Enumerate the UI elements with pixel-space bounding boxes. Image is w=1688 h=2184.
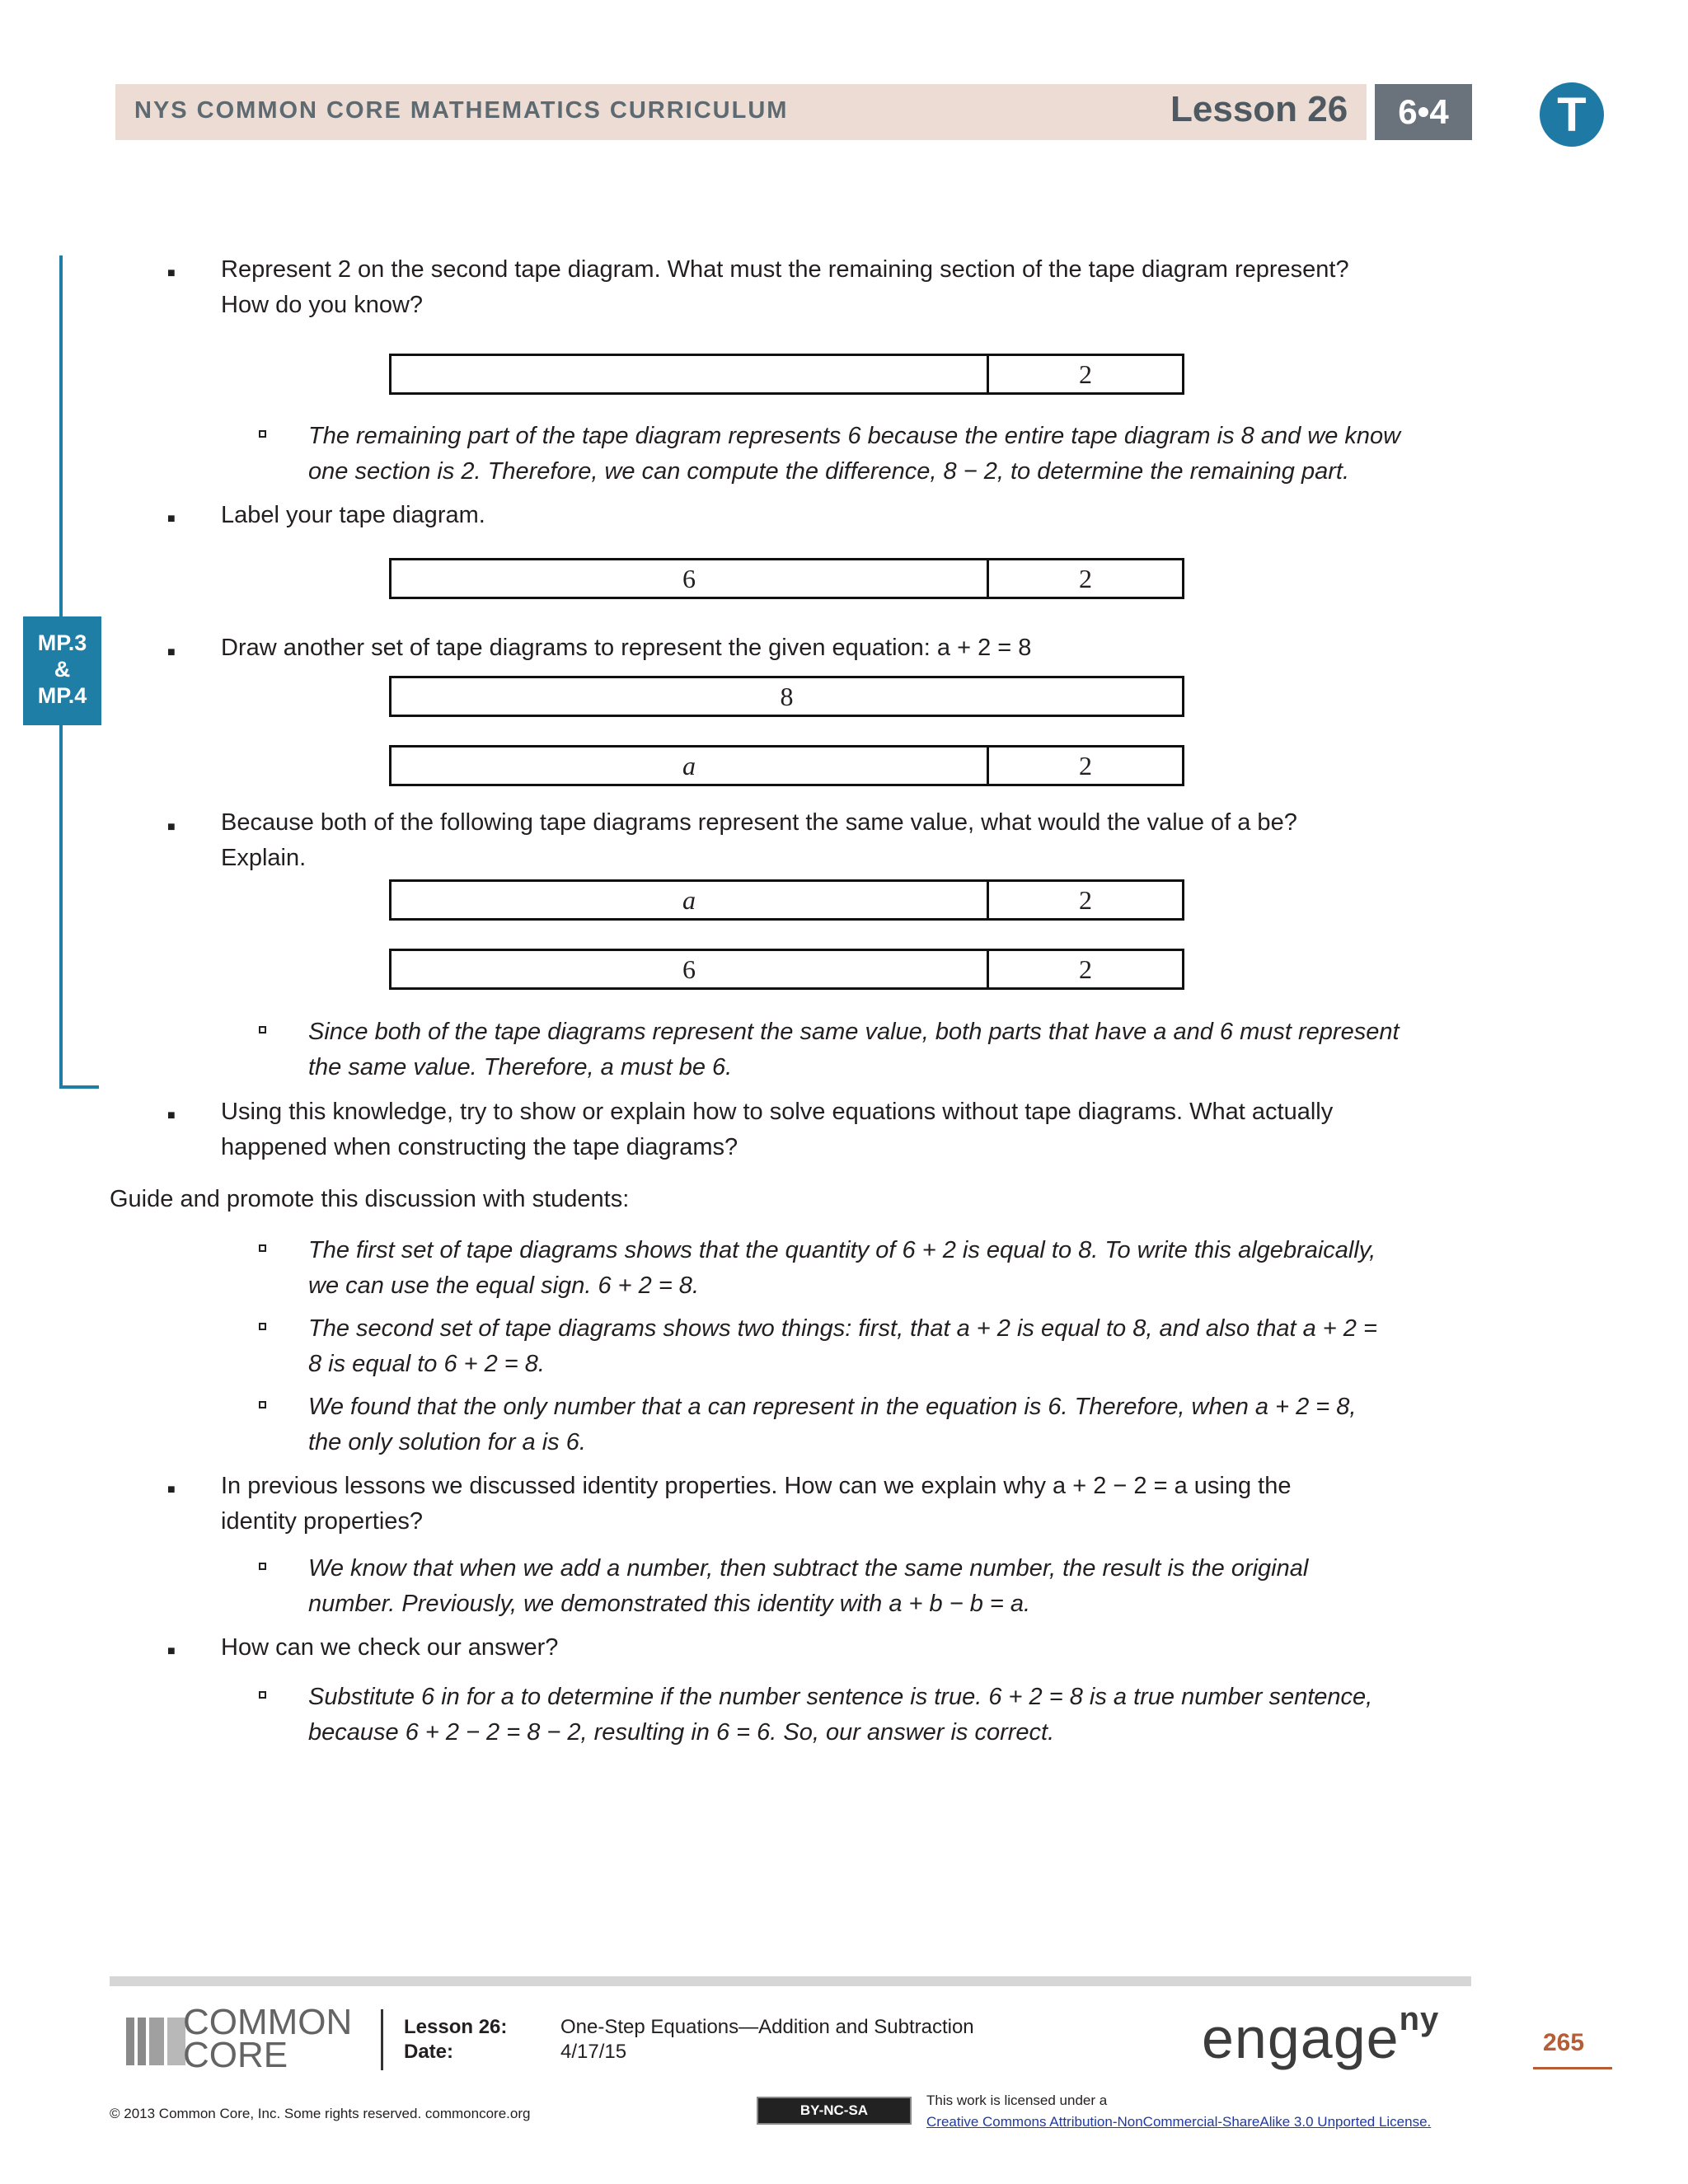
answer-5b-line2: 8 is equal to 6 + 2 = 8. bbox=[308, 1351, 545, 1377]
grade-module-badge: 6•4 bbox=[1375, 84, 1472, 140]
footer-lesson-label: Lesson 26: bbox=[404, 2016, 508, 2038]
ny-word: ny bbox=[1399, 2001, 1440, 2037]
answer-5a-line1: The first set of tape diagrams shows that the quantity of 6 + 2 is equal to 8. To write this algebraically, bbox=[308, 1237, 1376, 1263]
sub-bullet-icon bbox=[259, 1691, 266, 1699]
question-5-line1: Using this knowledge, try to show or explain how to solve equations without tape diagrams. What actually bbox=[221, 1099, 1334, 1125]
tape-diagram-6 bbox=[389, 949, 1184, 990]
mp-tag-line: MP.3 bbox=[37, 630, 87, 655]
question-1-line1: Represent 2 on the second tape diagram. What must the remaining section of the tape diagram represent? bbox=[221, 256, 1349, 283]
license-link[interactable]: Creative Commons Attribution-NonCommercial-ShareAlike 3.0 Unported License. bbox=[926, 2114, 1432, 2130]
question-4-line2: Explain. bbox=[221, 845, 307, 871]
bullet-icon: ■ bbox=[167, 512, 176, 526]
engage-word: engage bbox=[1202, 2006, 1400, 2070]
question-3: Draw another set of tape diagrams to represent the given equation: a + 2 = 8 bbox=[221, 635, 1032, 661]
tape-cell: 2 bbox=[987, 951, 1182, 987]
answer-5c-line1: We found that the only number that a can represent in the equation is 6. Therefore, when a + 2 = 8, bbox=[308, 1394, 1357, 1420]
mp-tag-line: & bbox=[54, 657, 71, 682]
question-4-line1: Because both of the following tape diagrams represent the same value, what would the value of a be? bbox=[221, 809, 1297, 836]
guide-text: Guide and promote this discussion with students: bbox=[110, 1186, 630, 1212]
footer-rule bbox=[110, 1976, 1471, 1986]
answer-5a-line2: we can use the equal sign. 6 + 2 = 8. bbox=[308, 1272, 699, 1299]
tape-cell: 8 bbox=[780, 681, 794, 711]
footer-date-label: Date: bbox=[404, 2041, 454, 2063]
footer-date: 4/17/15 bbox=[560, 2041, 627, 2063]
question-7: How can we check our answer? bbox=[221, 1634, 559, 1661]
page-number-underline bbox=[1533, 2067, 1612, 2069]
tape-cell: 2 bbox=[987, 560, 1182, 597]
bullet-icon: ■ bbox=[167, 1483, 176, 1497]
question-2: Label your tape diagram. bbox=[221, 502, 485, 528]
tape-diagram-2 bbox=[389, 558, 1184, 599]
question-1-line2: How do you know? bbox=[221, 292, 424, 318]
tape-cell: 2 bbox=[987, 356, 1182, 392]
tape-cell: a bbox=[682, 750, 696, 780]
curriculum-title: NYS COMMON CORE MATHEMATICS CURRICULUM bbox=[134, 97, 789, 124]
answer-5b-line1: The second set of tape diagrams shows two things: first, that a + 2 is equal to 8, and also that a + 2 = bbox=[308, 1315, 1377, 1342]
logo-word: CORE bbox=[183, 2035, 288, 2075]
tape-cell: 2 bbox=[987, 748, 1182, 784]
sub-bullet-icon bbox=[259, 430, 266, 438]
answer-5c-line2: the only solution for a is 6. bbox=[308, 1429, 586, 1455]
sidebar-bracket-foot bbox=[59, 1085, 99, 1089]
copyright-text: © 2013 Common Core, Inc. Some rights reserved. commoncore.org bbox=[110, 2106, 531, 2121]
answer-4-line1: Since both of the tape diagrams represent the same value, both parts that have a and 6 must represent bbox=[308, 1019, 1400, 1045]
tape-diagram-1 bbox=[389, 354, 1184, 395]
tape-diagram-5 bbox=[389, 879, 1184, 921]
sub-bullet-icon bbox=[259, 1026, 266, 1033]
footer-lesson-title: One-Step Equations—Addition and Subtraction bbox=[560, 2016, 974, 2038]
bullet-icon: ■ bbox=[167, 645, 176, 659]
question-5-line2: happened when constructing the tape diagrams? bbox=[221, 1134, 738, 1160]
mp-tag-line: MP.4 bbox=[37, 683, 87, 708]
sub-bullet-icon bbox=[259, 1401, 266, 1408]
page-number: 265 bbox=[1543, 2029, 1585, 2056]
tape-cell: a bbox=[682, 884, 696, 915]
logo-word: COMMON bbox=[183, 2002, 353, 2042]
bullet-icon: ■ bbox=[167, 1644, 176, 1658]
answer-1-line2: one section is 2. Therefore, we can compute the difference, 8 − 2, to determine the remaining part. bbox=[308, 458, 1350, 485]
footer-separator bbox=[381, 2009, 383, 2070]
tape-diagram-3 bbox=[389, 676, 1184, 717]
tape-cell: 6 bbox=[682, 954, 696, 984]
question-6-line2: identity properties? bbox=[221, 1508, 424, 1535]
cc-license-badge: BY-NC-SA bbox=[757, 2097, 912, 2125]
engageny-logo bbox=[1202, 2001, 1439, 2071]
teacher-badge: T bbox=[1540, 82, 1604, 147]
license-text: This work is licensed under a bbox=[926, 2093, 1108, 2108]
answer-6-line2: number. Previously, we demonstrated this identity with a + b − b = a. bbox=[308, 1591, 1031, 1617]
mp-tag bbox=[23, 616, 101, 725]
tape-cell bbox=[392, 356, 987, 392]
answer-7-line1: Substitute 6 in for a to determine if the number sentence is true. 6 + 2 = 8 is a true number sentence, bbox=[308, 1684, 1373, 1710]
tape-cell: 2 bbox=[987, 882, 1182, 918]
sub-bullet-icon bbox=[259, 1563, 266, 1570]
bullet-icon: ■ bbox=[167, 266, 176, 280]
common-core-logo-text bbox=[183, 2002, 353, 2075]
tape-cell: 6 bbox=[682, 563, 696, 593]
answer-4-line2: the same value. Therefore, a must be 6. bbox=[308, 1054, 733, 1080]
sub-bullet-icon bbox=[259, 1323, 266, 1330]
tape-diagram-4 bbox=[389, 745, 1184, 786]
lesson-title: Lesson 26 bbox=[1170, 89, 1348, 129]
answer-7-line2: because 6 + 2 − 2 = 8 − 2, resulting in 6 = 6. So, our answer is correct. bbox=[308, 1719, 1055, 1746]
sub-bullet-icon bbox=[259, 1244, 266, 1252]
answer-6-line1: We know that when we add a number, then subtract the same number, the result is the original bbox=[308, 1555, 1309, 1582]
answer-1-line1: The remaining part of the tape diagram represents 6 because the entire tape diagram is 8 and we know bbox=[308, 423, 1401, 449]
question-6-line1: In previous lessons we discussed identity properties. How can we explain why a + 2 − 2 = a using the bbox=[221, 1473, 1292, 1499]
bullet-icon: ■ bbox=[167, 1108, 176, 1122]
bullet-icon: ■ bbox=[167, 820, 176, 834]
